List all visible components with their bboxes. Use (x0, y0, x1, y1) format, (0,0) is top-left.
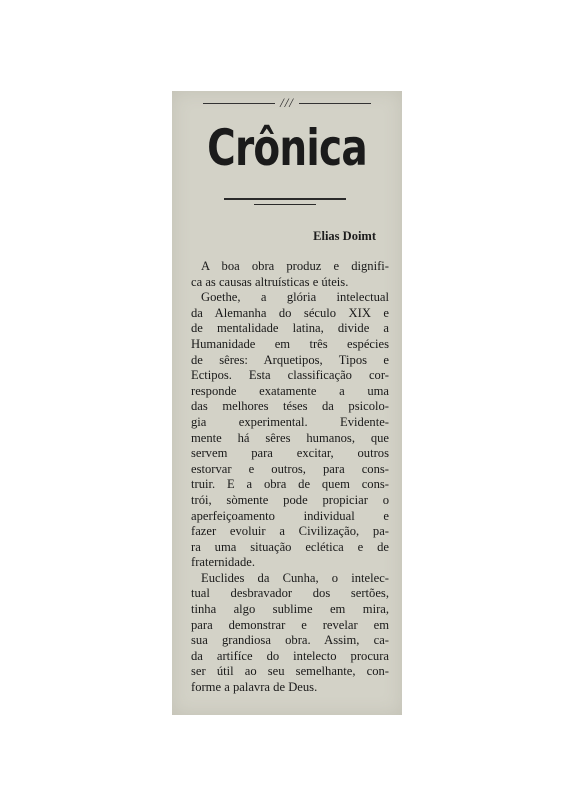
text-line: fraternidade. (191, 555, 255, 570)
text-line: das melhores téses da psicolo- (191, 399, 389, 414)
text-line: da artifíce do intelecto procura (191, 648, 389, 663)
text-line: sua grandiosa obra. Assim, ca- (191, 633, 389, 648)
text-line: servem para excitar, outros (191, 446, 389, 461)
text-line: aperfeiçoamento individual e (191, 508, 389, 523)
ornament-slashes: /// (280, 95, 294, 110)
text-line: Humanidade em três espécies (191, 336, 389, 351)
text-line: mente há sêres humanos, que (191, 430, 389, 445)
newspaper-clipping (172, 91, 402, 715)
text-line: ser útil ao seu semelhante, con- (191, 664, 389, 679)
text-line: trói, sòmente pode propiciar o (191, 492, 389, 507)
text-line: responde exatamente a uma (191, 383, 389, 398)
text-line: de mentalidade latina, divide a (191, 321, 389, 336)
title-rule-thick (224, 198, 346, 200)
ornament-line-left (203, 103, 275, 104)
text-line: para demonstrar e revelar em (191, 617, 389, 632)
article-body (191, 259, 389, 696)
text-line: tual desbravador dos sertões, (191, 586, 389, 601)
text-line: gia experimental. Evidente- (191, 414, 389, 429)
text-line: A boa obra produz e dignifi- (201, 259, 389, 273)
author-byline: Elias Doimt (313, 229, 376, 243)
text-line: estorvar e outros, para cons- (191, 461, 389, 476)
ornament-line-right (299, 103, 371, 104)
text-line: fazer evoluir a Civilização, pa- (191, 524, 389, 539)
text-line: de sêres: Arquetipos, Tipos e (191, 352, 389, 367)
text-line: Euclides da Cunha, o intelec- (201, 570, 389, 585)
text-line: Goethe, a glória intelectual (201, 290, 389, 305)
text-line: ra uma situação eclética e de (191, 539, 389, 554)
header-ornament (172, 95, 402, 111)
title-rule-thin (254, 204, 316, 205)
text-line: Ectipos. Esta classificação cor- (191, 368, 389, 383)
column-title: Crônica (207, 119, 367, 177)
text-line: tinha algo sublime em mira, (191, 602, 389, 617)
text-line: da Alemanha do século XIX e (191, 305, 389, 320)
text-line: ca as causas altruísticas e úteis. (191, 274, 349, 289)
text-line: forme a palavra de Deus. (191, 680, 318, 695)
text-line: truir. E a obra de quem cons- (191, 477, 389, 492)
